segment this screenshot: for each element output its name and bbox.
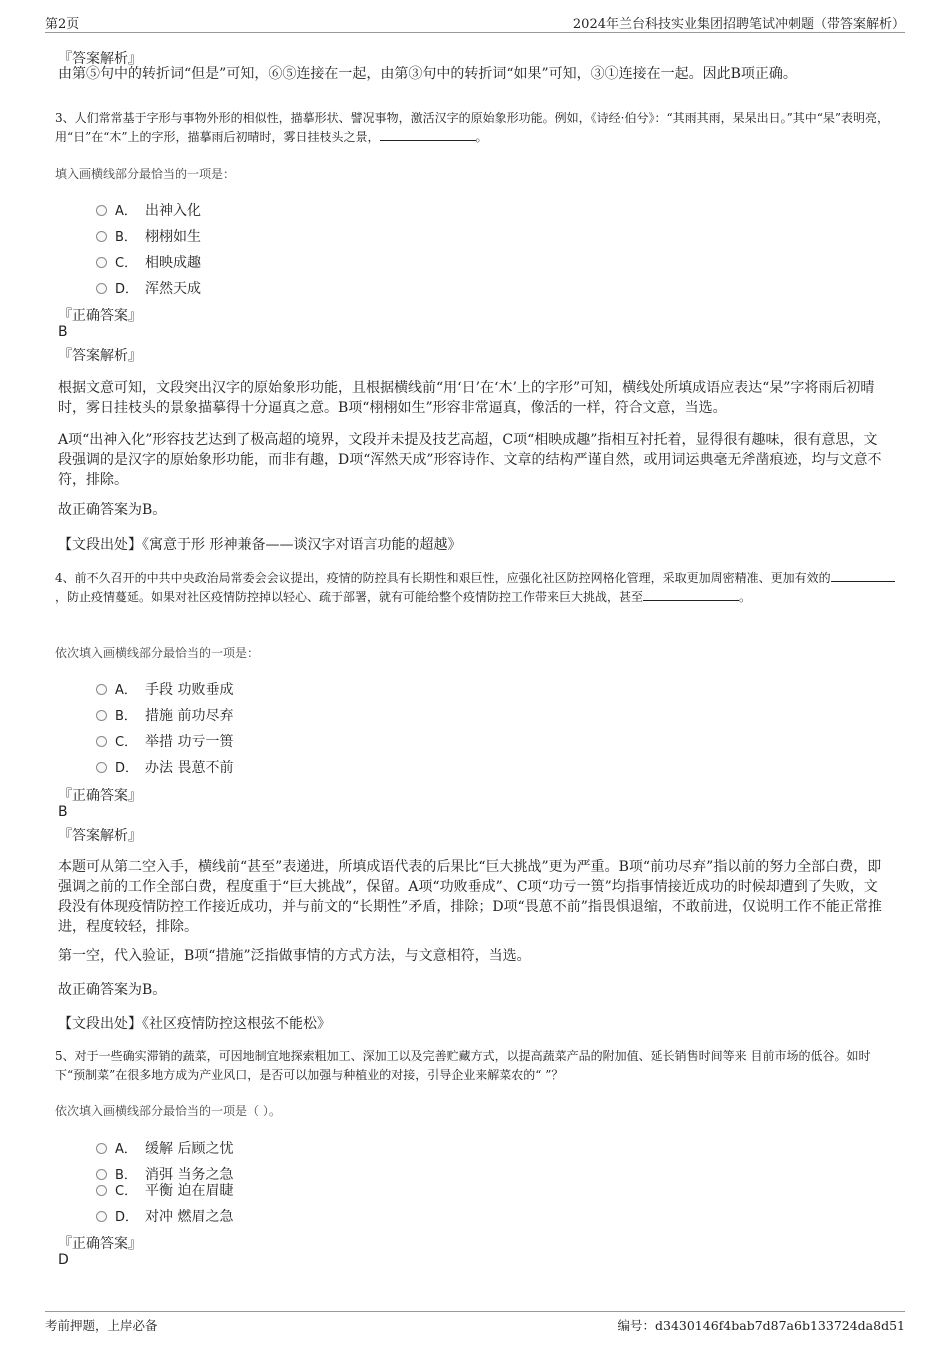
q5-instruction: 依次填入画横线部分最恰当的一项是（ ）。 [55,1104,281,1118]
q2-analysis: 由第⑤句中的转折词“但是”可知，⑥⑤连接在一起，由第③句中的转折词“如果”可知，③①连接在一起。因此B项正确。 [58,66,797,82]
q3-analysis-p2: A项“出神入化”形容技艺达到了极高超的境界，文段并未提及技艺高超，C项“相映成趣”指相互衬托着，显得很有趣味，很有意思，文段强调的是汉字的原始象形功能，而非有趣，D项“浑然天成”形容诗作、文章的结构严谨自然，或用词运典毫无斧凿痕迹，均与文意不符，排除。 [58,432,882,488]
answer-label: 『正确答案』 [58,788,142,804]
radio-icon[interactable] [96,257,107,268]
page-footer [45,1311,905,1334]
q4-source: 【文段出处】《社区疫情防控这根弦不能松》 [58,1016,331,1032]
q3-option-c[interactable]: C． 相映成趣 [96,252,201,272]
radio-icon[interactable] [96,205,107,216]
q4-option-b[interactable]: B． 措施 前功尽弃 [96,705,233,725]
footer-slogan: 考前押题，上岸必备 [45,1318,158,1333]
q5-answer: D [58,1252,69,1268]
q3-option-d[interactable]: D． 浑然天成 [96,278,201,298]
analysis-label: 『答案解析』 [58,51,142,67]
page-number: 第2页 [45,17,80,32]
q5-question: 5、对于一些确实滞销的蔬菜，可因地制宜地探索粗加工、深加工以及完善贮藏方式，以提高蔬菜产品的附加值、延长销售时间等来 目前市场的低谷。如时下“预制菜”在很多地方成为产业风口，是否可以加强与种植业的对接，引导企业来解菜农的“ ”？ [55,1049,871,1082]
q4-option-d[interactable]: D． 办法 畏葸不前 [96,757,233,777]
document-title: 2024年兰台科技实业集团招聘笔试冲刺题（带答案解析） [572,17,905,32]
q4-analysis-p1: 本题可从第二空入手，横线前“甚至”表递进，所填成语代表的后果比“巨大挑战”更为严重。B项“前功尽弃”指以前的努力全部白费，即强调之前的工作全部白费，程度重于“巨大挑战”，保留。A项“功败垂成”、C项“功亏一篑”均指事情接近成功的时候却遭到了失败，文段没有体现疫情防控工作接近成功，并与前文的“长期性”矛盾，排除；D项“畏葸不前”指畏惧退缩，不敢前进，仅说明工作不能正常推进，程度较轻，排除。 [58,859,882,935]
q5-option-b[interactable]: B． 消弭 当务之急 [96,1164,233,1184]
q3-question: 3、人们常常基于字形与事物外形的相似性，描摹形状、譬况事物，激活汉字的原始象形功能。例如，《诗经·伯兮》：“其雨其雨，杲杲出日。”其中“杲”表明亮，用“日”在“木”上的字形，描摹雨后初晴时，雾日挂枝头之景， 。 [55,111,889,144]
radio-icon[interactable] [96,762,107,773]
radio-icon[interactable] [96,231,107,242]
answer-label: 『正确答案』 [58,1236,142,1252]
analysis-label: 『答案解析』 [58,828,142,844]
radio-icon[interactable] [96,684,107,695]
q3-instruction: 填入画横线部分最恰当的一项是： [55,167,236,181]
q3-source: 【文段出处】《寓意于形 形神兼备——谈汉字对语言功能的超越》 [58,537,462,553]
q5-option-d[interactable]: D． 对冲 燃眉之急 [96,1206,233,1226]
page-header [45,10,905,33]
q3-option-a[interactable]: A． 出神入化 [96,200,201,220]
q3-analysis-p1: 根据文意可知，文段突出汉字的原始象形功能，且根据横线前“用‘日’在‘木’上的字形”可知，横线处所填成语应表达“杲”字将雨后初晴时，雾日挂枝头的景象描摹得十分逼真之意。B项“栩栩如生”形容非常逼真，像活的一样，符合文意，当选。 [58,380,875,416]
q4-analysis-p2: 第一空，代入验证，B项“措施”泛指做事情的方式方法，与文意相符，当选。 [58,948,531,964]
answer-blank [380,128,476,141]
q4-option-c[interactable]: C． 举措 功亏一篑 [96,731,233,751]
analysis-label: 『答案解析』 [58,348,142,364]
radio-icon[interactable] [96,283,107,294]
q4-question: 4、前不久召开的中共中央政治局常委会会议提出，疫情的防控具有长期性和艰巨性，应强化社区防控网格化管理，采取更加周密精准、更加有效的，防止疫情蔓延。如果对社区疫情防控掉以轻心、疏于部署，就有可能给整个疫情防控工作带来巨大挑战，甚至 。 [55,569,897,607]
q4-instruction: 依次填入画横线部分最恰当的一项是： [55,646,260,660]
q4-analysis-p3: 故正确答案为B。 [58,982,167,998]
radio-icon[interactable] [96,1185,107,1196]
answer-blank [643,588,739,601]
answer-blank [831,569,895,582]
radio-icon[interactable] [96,1211,107,1222]
q3-option-b[interactable]: B． 栩栩如生 [96,226,201,246]
q5-option-a[interactable]: A． 缓解 后顾之忧 [96,1138,233,1158]
radio-icon[interactable] [96,710,107,721]
document-id: 编号：d3430146f4bab7d87a6b133724da8d51 [617,1318,905,1333]
radio-icon[interactable] [96,1169,107,1180]
q4-option-a[interactable]: A． 手段 功败垂成 [96,679,233,699]
q5-option-c[interactable]: C． 平衡 迫在眉睫 [96,1180,233,1200]
answer-label: 『正确答案』 [58,308,142,324]
q4-answer: B [58,804,68,820]
q3-analysis-p3: 故正确答案为B。 [58,502,167,518]
radio-icon[interactable] [96,736,107,747]
q3-answer: B [58,324,68,340]
radio-icon[interactable] [96,1143,107,1154]
